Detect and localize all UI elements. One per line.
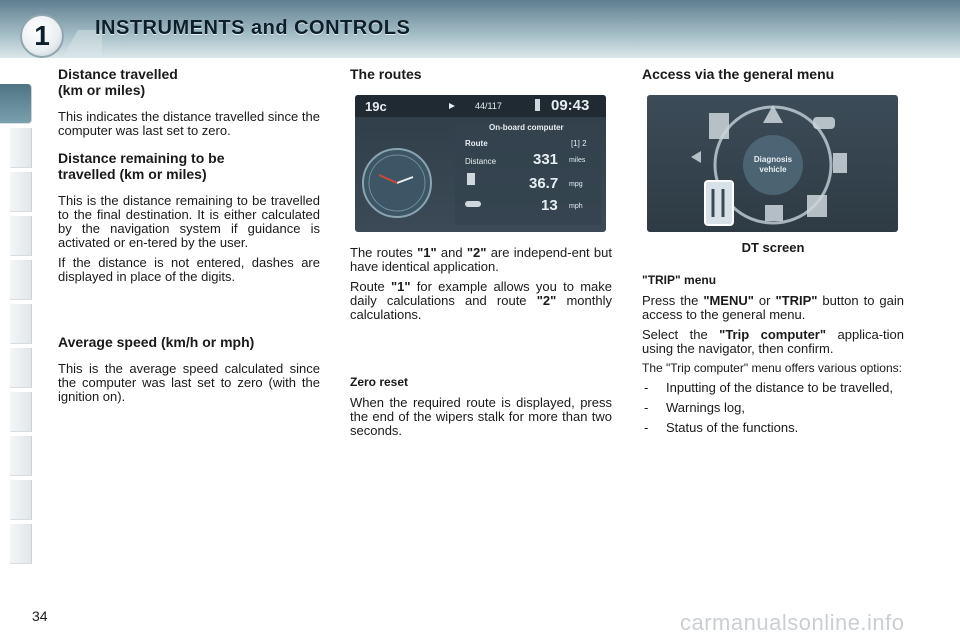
text-run-bold: "1" [417,245,437,260]
text-run: are independ-ent but have identical application. [350,245,612,274]
text-run: or [753,293,776,308]
distance-unit: miles [569,157,586,164]
route-label: Route [465,139,488,148]
trip-computer-icon [705,181,733,225]
text-run: for example allows you to make daily calculations and route [350,279,612,308]
paragraph [642,294,904,322]
text-run-bold: "1" [390,279,411,294]
document-icon [765,205,783,221]
consumption-value: 36.7 [529,175,559,192]
text-run: and [436,245,467,260]
dt-menu-screen [647,95,898,232]
menu-center-label [747,155,799,175]
text-run: Select the [642,327,720,342]
settings-icon [833,153,847,173]
chapter-title: INSTRUMENTS and CONTROLS [95,17,411,39]
text-run-bold: "MENU" [703,293,754,308]
section-title-routes: The routes [350,66,422,82]
text-run: applica-tion using the navigator, then confirm. [642,327,904,356]
title-line: travelled (km or miles) [58,166,207,182]
column-left [58,66,320,404]
audio-icon [807,195,827,217]
text-run-bold: "2" [536,293,557,308]
list-item: - Inputting of the distance to be travelled, [642,381,904,395]
chapter-header [0,0,960,58]
center-label-line: vehicle [759,165,787,174]
screen-heading: On-board computer [489,123,564,132]
route-selector: [1] 2 [571,139,587,148]
paragraph [350,280,612,322]
side-tab[interactable] [10,216,32,256]
side-tab[interactable] [10,348,32,388]
list-item: - Status of the functions. [642,421,904,435]
signal-icon [535,99,540,111]
text-run: Route [350,279,391,294]
side-tab[interactable] [10,392,32,432]
section-title-general-menu: Access via the general menu [642,66,835,82]
page-number: 34 [32,608,48,624]
row-label: Distance [465,157,497,166]
section-title-distance-travelled [58,66,320,98]
side-chapter-tabs [0,62,34,578]
side-tab[interactable] [10,524,32,564]
temperature-readout: 19c [365,99,387,114]
section-title-distance-remaining [58,150,320,182]
center-label-line: Diagnosis [753,155,793,164]
image-caption: DT screen [741,240,805,255]
phone-icon [813,117,835,129]
side-tab[interactable] [10,260,32,300]
paragraph: The "Trip computer" menu offers various options: [642,361,902,375]
car-icon [465,201,481,207]
speed-unit: mph [569,203,583,210]
text-run-bold: "TRIP" [775,293,818,308]
paragraph: This indicates the distance travelled since the computer was last set to zero. [58,109,320,138]
chapter-number-badge: 1 [20,14,64,58]
paragraph: This is the distance remaining to be travelled to the final destination. It is either calculated by the navigation system if guidance is activated or en-tered by the user. [58,193,320,250]
paragraph: If the distance is not entered, dashes are displayed in place of the digits. [58,255,320,284]
trip-computer-screen [355,95,606,232]
speed-value: 13 [541,197,558,214]
clock-readout: 09:43 [551,97,590,114]
title-line: Distance travelled [58,66,178,82]
title-line: Distance remaining to be [58,150,225,166]
text-run: monthly calculations. [350,293,612,322]
list-item: - Warnings log, [642,401,904,415]
section-title-trip-menu: "TRIP" menu [642,273,717,287]
watermark: carmanualsonline.info [680,610,905,635]
consumption-unit: mpg [569,181,583,188]
paragraph [642,328,904,356]
side-tab[interactable] [10,480,32,520]
text-run: Press the [642,293,704,308]
section-title-average-speed: Average speed (km/h or mph) [58,334,255,350]
section-title-zero-reset: Zero reset [350,375,409,389]
side-tab[interactable] [10,172,32,212]
fuel-pump-icon [467,173,475,185]
text-run: button to gain access to the general menu. [642,293,904,322]
text-run-bold: "Trip computer" [719,327,827,342]
text-run-bold: "2" [466,245,487,260]
paragraph: When the required route is displayed, press the end of the wipers stalk for more than two seconds. [350,395,612,438]
navigation-icon [691,151,701,163]
title-line: (km or miles) [58,82,146,98]
text-run: The routes [350,245,418,260]
paragraph: This is the average speed calculated since the computer was last set to zero (with the ignition on). [58,361,320,404]
paragraph [350,246,612,274]
side-tab[interactable] [10,436,32,476]
route-counter: 44/117 [475,101,502,111]
route-map-icon [709,113,729,139]
side-tab-active[interactable] [0,84,32,124]
side-tab[interactable] [10,128,32,168]
options-list [642,381,904,435]
side-tab[interactable] [10,304,32,344]
distance-value: 331 [533,151,559,168]
